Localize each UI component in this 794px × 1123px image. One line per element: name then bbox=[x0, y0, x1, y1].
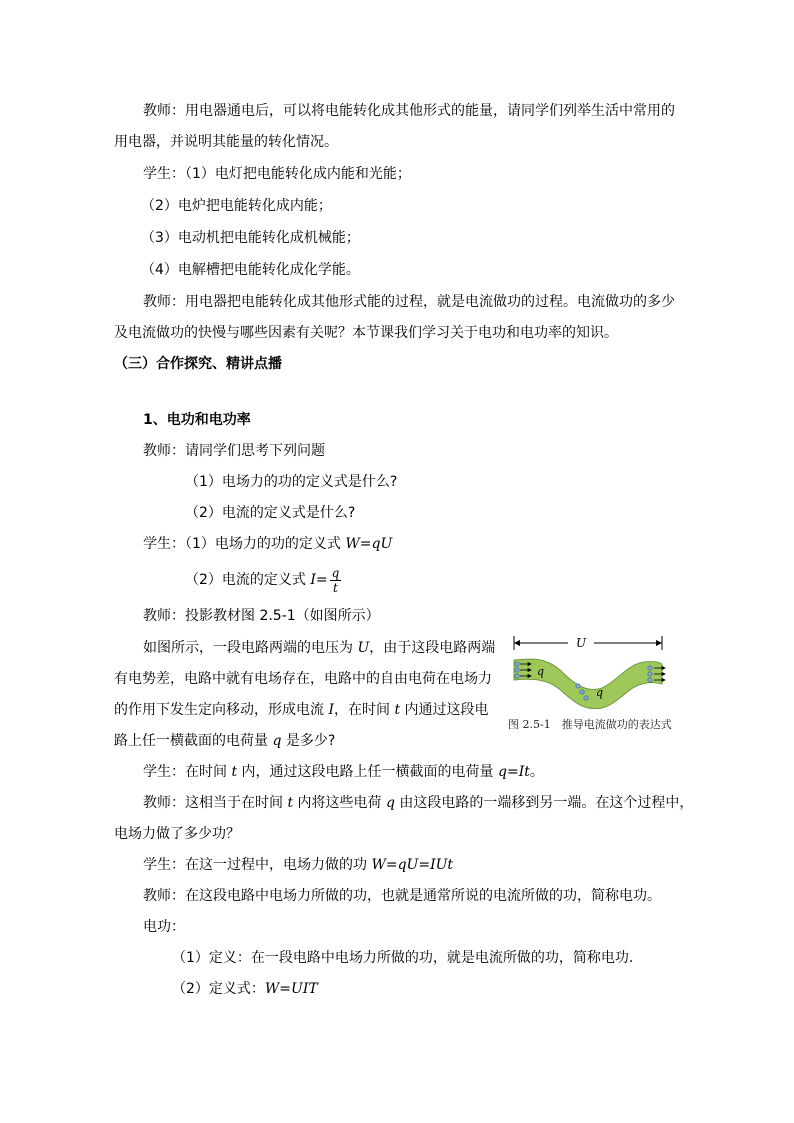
arrow-right-icon bbox=[656, 640, 662, 646]
student-answer-4: （4）电解槽把电能转化成化学能。 bbox=[141, 262, 360, 278]
text-segment: 教师：这相当于在时间 bbox=[143, 795, 288, 811]
student-answer-charge bbox=[143, 762, 544, 782]
circuit-figure bbox=[504, 632, 676, 742]
text-segment: 路上任一横截面的电荷量 bbox=[114, 733, 273, 749]
current-formula-lhs: I= bbox=[310, 572, 328, 588]
question-1: （1）电场力的功的定义式是什么? bbox=[185, 474, 398, 490]
circuit-diagram bbox=[504, 632, 676, 716]
text-segment: ，在时间 bbox=[333, 702, 395, 718]
text-segment: 如图所示，一段电路两端的电压为 bbox=[143, 640, 358, 656]
text-segment: （2）定义式： bbox=[172, 981, 265, 997]
definition-1: （1）定义：在一段电路中电场力所做的功，就是电流所做的功，简称电功. bbox=[172, 950, 634, 966]
teacher-projection: 教师：投影教材图 2.5-1（如图所示） bbox=[143, 608, 380, 624]
paragraph-teacher-2-cont: 及电流做功的快慢与哪些因素有关呢？本节课我们学习关于电功和电功率的知识。 bbox=[114, 325, 618, 341]
paragraph-teacher-2: 教师：用电器把电能转化成其他形式能的过程，就是电流做功的过程。电流做功的多少 bbox=[143, 294, 675, 310]
student-answer-2: （2）电炉把电能转化成内能； bbox=[141, 198, 332, 214]
term-heading: 电功： bbox=[143, 919, 185, 935]
paragraph-teacher-1-cont: 用电器，并说明其能量的转化情况。 bbox=[114, 134, 338, 150]
symbol-i: I bbox=[328, 702, 334, 718]
text-segment: 内，通过这段电路上任一横截面的电荷量 bbox=[237, 764, 498, 780]
student-answer-work bbox=[143, 855, 453, 875]
student-answer-formula-2 bbox=[185, 565, 341, 595]
subsection-heading: 1、电功和电功率 bbox=[143, 412, 251, 428]
student-answer-3: （3）电动机把电能转化成机械能； bbox=[141, 230, 360, 246]
symbol-t: t bbox=[394, 702, 401, 718]
text-segment: 学生：在这一过程中，电场力做的功 bbox=[143, 857, 372, 873]
charges-right bbox=[648, 666, 652, 682]
fraction-numerator: q bbox=[331, 565, 340, 580]
paragraph-teacher-1: 教师：用电器通电后，可以将电能转化成其他形式的能量，请同学们列举生活中常用的 bbox=[143, 103, 675, 119]
student-answer-formula-1 bbox=[143, 534, 392, 554]
charge-label-middle: q bbox=[596, 686, 604, 699]
arrow-left-icon bbox=[514, 640, 520, 646]
electric-work-formula: W=UIT bbox=[264, 981, 318, 997]
text-segment: 是多少? bbox=[281, 733, 336, 749]
student-answer-1: 学生：（1）电灯把电能转化成内能和光能； bbox=[143, 166, 411, 182]
text-segment: 由这段电路的一端移到另一端。在这个过程中， bbox=[394, 795, 694, 811]
figure-paragraph-line-1 bbox=[143, 638, 495, 658]
symbol-t: t bbox=[231, 764, 238, 780]
figure-paragraph-line-4 bbox=[114, 731, 335, 751]
work-formula: W=qU=IUt bbox=[371, 857, 454, 873]
fraction bbox=[330, 566, 342, 595]
symbol-q: q bbox=[386, 795, 395, 811]
symbol-q: q bbox=[272, 733, 282, 749]
answer-text: 学生：（1）电场力的功的定义式 bbox=[143, 536, 346, 552]
voltage-label: U bbox=[575, 636, 587, 650]
teacher-question-intro: 教师：请同学们思考下列问题 bbox=[143, 443, 325, 459]
charges-left bbox=[515, 662, 519, 678]
answer-text: （2）电流的定义式 bbox=[185, 572, 311, 588]
symbol-u: U bbox=[357, 640, 370, 656]
text-segment: ，由于这段电路两端 bbox=[369, 640, 496, 656]
text-segment: 内将这些电荷 bbox=[293, 795, 386, 811]
fraction-denominator: t bbox=[333, 580, 338, 595]
text-segment: 学生：在时间 bbox=[143, 764, 232, 780]
figure-paragraph-line-3 bbox=[114, 700, 489, 720]
text-segment: 的作用下发生定向移动，形成电流 bbox=[114, 702, 329, 718]
teacher-question-work bbox=[143, 793, 693, 813]
definition-2 bbox=[172, 979, 318, 999]
work-formula: W=qU bbox=[345, 536, 393, 552]
teacher-question-work-cont: 电场力做了多少功？ bbox=[114, 826, 240, 842]
question-2: （2）电流的定义式是什么? bbox=[185, 505, 356, 521]
teacher-summary: 教师：在这段电路中电场力所做的功，也就是通常所说的电流所做的功，简称电功。 bbox=[143, 888, 661, 904]
figure-paragraph-line-2: 有电势差，电路中就有电场存在，电路中的自由电荷在电场力 bbox=[114, 671, 492, 687]
figure-caption: 图 2.5-1 推导电流做功的表达式 bbox=[508, 718, 672, 731]
text-segment: 。 bbox=[529, 764, 544, 780]
section-heading: （三）合作探究、精讲点播 bbox=[114, 356, 282, 372]
symbol-t: t bbox=[287, 795, 294, 811]
text-segment: 内通过这段电 bbox=[400, 702, 489, 718]
charge-label-left: q bbox=[537, 665, 545, 678]
charge-formula: q=It bbox=[498, 764, 530, 780]
